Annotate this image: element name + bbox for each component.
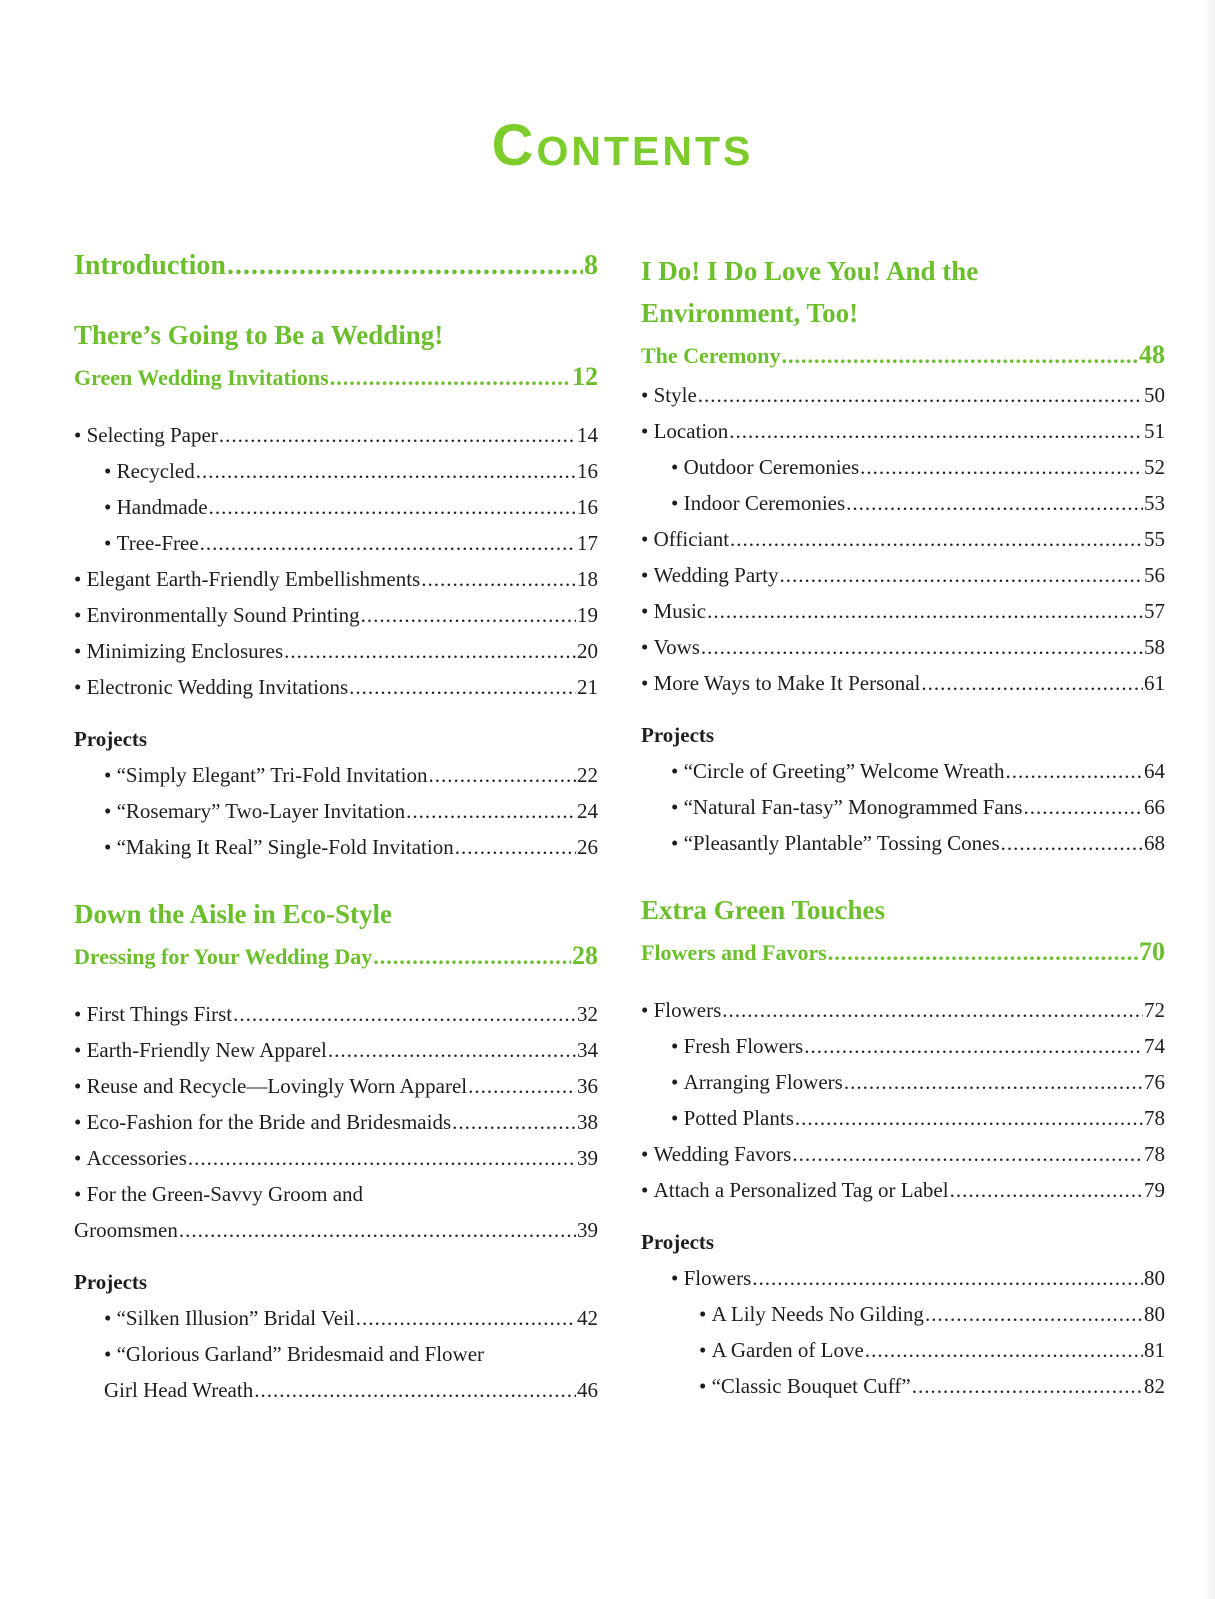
- projects-heading: Projects: [74, 727, 148, 751]
- toc-entry[interactable]: [74, 669, 598, 705]
- page-number: 39: [577, 1218, 598, 1242]
- entry-label: Groomsmen: [74, 1218, 178, 1242]
- page-number: 12: [572, 362, 598, 391]
- dot-leader: [200, 525, 576, 561]
- dot-leader: [701, 629, 1143, 665]
- page-number: 26: [577, 835, 598, 859]
- part-title: Down the Aisle in Eco-Style: [74, 899, 393, 929]
- entry-label: • Selecting Paper: [74, 417, 218, 453]
- toc-entry-introduction[interactable]: [74, 246, 598, 286]
- project-entry[interactable]: [74, 1372, 598, 1408]
- entry-label: • Potted Plants: [671, 1100, 794, 1136]
- page-number: 39: [577, 1146, 598, 1170]
- dot-leader: [429, 757, 576, 793]
- part-title-line1: I Do! I Do Love You! And the: [641, 256, 979, 286]
- toc-entry[interactable]: [641, 557, 1165, 593]
- dot-leader: [209, 489, 576, 525]
- entry-label: • Attach a Personalized Tag or Label: [641, 1172, 949, 1208]
- dot-leader: [846, 485, 1143, 521]
- page-number: 8: [584, 250, 598, 281]
- dot-leader: [729, 413, 1143, 449]
- entry-label: • First Things First: [74, 996, 232, 1032]
- dot-leader: [779, 557, 1143, 593]
- page-number: 58: [1144, 635, 1165, 659]
- entry-label: • Music: [641, 593, 706, 629]
- entry-label: • “Pleasantly Plantable” Tossing Cones: [671, 825, 1000, 861]
- entry-label: • Indoor Ceremonies: [671, 485, 845, 521]
- toc-entry[interactable]: [641, 413, 1165, 449]
- dot-leader: [421, 561, 576, 597]
- page-number: 78: [1144, 1142, 1165, 1166]
- page-number: 36: [577, 1074, 598, 1098]
- toc-entry[interactable]: [74, 597, 598, 633]
- entry-label: • “Circle of Greeting” Welcome Wreath: [671, 753, 1005, 789]
- dot-leader: [1001, 825, 1143, 861]
- dot-leader: [188, 1140, 576, 1176]
- page-number: 48: [1139, 340, 1165, 369]
- entry-label: • Earth-Friendly New Apparel: [74, 1032, 327, 1068]
- entry-label: • “Making It Real” Single-Fold Invitation: [104, 829, 454, 865]
- page-number: 42: [577, 1306, 598, 1330]
- page-number: 16: [577, 495, 598, 519]
- page-number: 28: [572, 941, 598, 970]
- entry-label: • A Garden of Love: [699, 1332, 864, 1368]
- page-number: 17: [577, 531, 598, 555]
- entry-label: • Handmade: [104, 489, 208, 525]
- entry-label: • Wedding Party: [641, 557, 778, 593]
- toc-entry[interactable]: [641, 1064, 1165, 1100]
- spacer: [641, 974, 1165, 992]
- dot-leader: [356, 1300, 576, 1336]
- toc-entry[interactable]: [74, 1032, 598, 1068]
- page-number: 64: [1144, 759, 1165, 783]
- dot-leader: [707, 593, 1143, 629]
- entry-label: • Location: [641, 413, 728, 449]
- page-number: 38: [577, 1110, 598, 1134]
- spacer: [74, 865, 598, 893]
- entry-label: • Wedding Favors: [641, 1136, 791, 1172]
- dot-leader: [455, 829, 576, 865]
- page-number: 72: [1144, 998, 1165, 1022]
- page-number: 21: [577, 675, 598, 699]
- entry-label: • Flowers: [641, 992, 721, 1028]
- toc-entry[interactable]: [641, 449, 1165, 485]
- entry-label: Dressing for Your Wedding Day: [74, 944, 373, 969]
- toc-left-column: [74, 246, 598, 1408]
- toc-entry[interactable]: [641, 485, 1165, 521]
- entry-label: • “Classic Bouquet Cuff”: [699, 1368, 911, 1404]
- entry-label: • Elegant Earth-Friendly Embellishments: [74, 561, 420, 597]
- entry-label: • Flowers: [671, 1260, 751, 1296]
- page-number: 57: [1144, 599, 1165, 623]
- part-title: Extra Green Touches: [641, 895, 886, 925]
- entry-label: • “Simply Elegant” Tri-Fold Invitation: [104, 757, 428, 793]
- entry-label: • Outdoor Ceremonies: [671, 449, 859, 485]
- entry-label: • Arranging Flowers: [671, 1064, 843, 1100]
- page-number: 76: [1144, 1070, 1165, 1094]
- spacer: [74, 978, 598, 996]
- page-number: 24: [577, 799, 598, 823]
- entry-label: • Environmentally Sound Printing: [74, 597, 360, 633]
- spacer: [641, 861, 1165, 889]
- dot-leader: [284, 633, 576, 669]
- scan-edge-shadow: [1203, 0, 1215, 1599]
- entry-label: • “Rosemary” Two-Layer Invitation: [104, 793, 405, 829]
- entry-label: • Vows: [641, 629, 700, 665]
- toc-entry[interactable]: [74, 1140, 598, 1176]
- dot-leader: [254, 1372, 576, 1408]
- dot-leader: [921, 665, 1143, 701]
- entry-label: The Ceremony: [641, 343, 781, 368]
- toc-entry[interactable]: [74, 1068, 598, 1104]
- toc-entry[interactable]: [74, 417, 598, 453]
- entry-label: • More Ways to Make It Personal: [641, 665, 920, 701]
- page-number: 16: [577, 459, 598, 483]
- dot-leader: [860, 449, 1143, 485]
- dot-leader: [730, 521, 1143, 557]
- part-title-line2: Environment, Too!: [641, 298, 859, 328]
- toc-right-column: [641, 250, 1165, 1404]
- part-title: There’s Going to Be a Wedding!: [74, 320, 444, 350]
- page-number: 18: [577, 567, 598, 591]
- entry-label: • Electronic Wedding Invitations: [74, 669, 348, 705]
- entry-label: Flowers and Favors: [641, 940, 827, 965]
- chapter-entry[interactable]: [74, 935, 598, 978]
- toc-entry[interactable]: [641, 629, 1165, 665]
- toc-entry[interactable]: [74, 453, 598, 489]
- page-number: 20: [577, 639, 598, 663]
- entry-label: • Reuse and Recycle—Lovingly Worn Apparel: [74, 1068, 467, 1104]
- entry-label: • Tree-Free: [104, 525, 199, 561]
- page-number: 51: [1144, 419, 1165, 443]
- project-entry[interactable]: [74, 829, 598, 865]
- dot-leader: [1006, 753, 1144, 789]
- projects-heading: Projects: [641, 1230, 715, 1254]
- dot-leader: [698, 377, 1143, 413]
- entry-label: • Officiant: [641, 521, 729, 557]
- toc-entry[interactable]: [74, 1104, 598, 1140]
- entry-label: • Recycled: [104, 453, 195, 489]
- page-number: 50: [1144, 383, 1165, 407]
- toc-entry[interactable]: [74, 633, 598, 669]
- page-number: 19: [577, 603, 598, 627]
- page-number: 14: [577, 423, 598, 447]
- chapter-entry[interactable]: [641, 334, 1165, 377]
- page-number: 80: [1144, 1266, 1165, 1290]
- dot-leader: [792, 1136, 1143, 1172]
- toc-entry[interactable]: [74, 996, 598, 1032]
- dot-leader: [349, 669, 576, 705]
- project-entry[interactable]: [74, 793, 598, 829]
- entry-label: Girl Head Wreath: [104, 1378, 254, 1402]
- toc-entry[interactable]: [74, 1212, 598, 1248]
- toc-entry[interactable]: [641, 992, 1165, 1028]
- page-number: 53: [1144, 491, 1165, 515]
- page-number: 34: [577, 1038, 598, 1062]
- dot-leader: [373, 936, 571, 978]
- chapter-entry[interactable]: [641, 931, 1165, 974]
- project-entry[interactable]: [641, 789, 1165, 825]
- chapter-entry[interactable]: [74, 356, 598, 399]
- toc-entry[interactable]: [641, 521, 1165, 557]
- toc-entry[interactable]: [74, 561, 598, 597]
- entry-label: • Style: [641, 377, 697, 413]
- projects-heading: Projects: [641, 723, 715, 747]
- page-number: 66: [1144, 795, 1165, 819]
- page-number: 56: [1144, 563, 1165, 587]
- page-number: 32: [577, 1002, 598, 1026]
- entry-label: Introduction: [74, 250, 226, 281]
- dot-leader: [1023, 789, 1143, 825]
- page-number: 74: [1144, 1034, 1165, 1058]
- dot-leader: [330, 357, 571, 399]
- dot-leader: [722, 992, 1143, 1028]
- entry-label: • Fresh Flowers: [671, 1028, 803, 1064]
- project-entry[interactable]: [74, 1300, 598, 1336]
- page-number: 52: [1144, 455, 1165, 479]
- toc-entry[interactable]: [74, 525, 598, 561]
- page-number: 55: [1144, 527, 1165, 551]
- page-number: 79: [1144, 1178, 1165, 1202]
- dot-leader: [844, 1064, 1143, 1100]
- dot-leader: [406, 793, 576, 829]
- dot-leader: [804, 1028, 1143, 1064]
- dot-leader: [227, 246, 583, 286]
- spacer: [74, 399, 598, 417]
- project-entry[interactable]: [641, 1368, 1165, 1404]
- dot-leader: [196, 453, 576, 489]
- entry-label: • Eco-Fashion for the Bride and Bridesmaids: [74, 1104, 451, 1140]
- page-number: 81: [1144, 1338, 1165, 1362]
- entry-label: • Minimizing Enclosures: [74, 633, 283, 669]
- toc-entry[interactable]: [641, 1100, 1165, 1136]
- dot-leader: [828, 932, 1138, 974]
- dot-leader: [925, 1296, 1143, 1332]
- project-entry[interactable]: [641, 1332, 1165, 1368]
- project-entry[interactable]: [641, 825, 1165, 861]
- page-number: 78: [1144, 1106, 1165, 1130]
- dot-leader: [361, 597, 576, 633]
- project-entry[interactable]: [641, 753, 1165, 789]
- page-title: Contents: [491, 113, 754, 178]
- toc-entry[interactable]: [74, 489, 598, 525]
- toc-entry[interactable]: [641, 665, 1165, 701]
- page-number: 70: [1139, 937, 1165, 966]
- entry-label: • A Lily Needs No Gilding: [699, 1296, 924, 1332]
- page-number: 46: [577, 1378, 598, 1402]
- toc-entry[interactable]: [641, 1028, 1165, 1064]
- toc-entry[interactable]: [641, 593, 1165, 629]
- entry-label: • “Silken Illusion” Bridal Veil: [104, 1300, 355, 1336]
- dot-leader: [468, 1068, 576, 1104]
- project-entry[interactable]: [641, 1260, 1165, 1296]
- dot-leader: [782, 335, 1138, 377]
- toc-entry[interactable]: [641, 377, 1165, 413]
- entry-label: • Accessories: [74, 1140, 187, 1176]
- projects-heading: Projects: [74, 1270, 148, 1294]
- dot-leader: [328, 1032, 576, 1068]
- dot-leader: [233, 996, 576, 1032]
- dot-leader: [179, 1212, 576, 1248]
- toc-entry[interactable]: [641, 1172, 1165, 1208]
- entry-label: • “Natural Fan-tasy” Monogrammed Fans: [671, 789, 1022, 825]
- page-number: 22: [577, 763, 598, 787]
- project-entry-wrapped-line1[interactable]: • “Glorious Garland” Bridesmaid and Flower: [74, 1336, 598, 1372]
- page-number: 68: [1144, 831, 1165, 855]
- dot-leader: [795, 1100, 1143, 1136]
- page-number: 80: [1144, 1302, 1165, 1326]
- dot-leader: [912, 1368, 1143, 1404]
- dot-leader: [752, 1260, 1143, 1296]
- dot-leader: [219, 417, 576, 453]
- dot-leader: [865, 1332, 1143, 1368]
- dot-leader: [950, 1172, 1143, 1208]
- page-number: 82: [1144, 1374, 1165, 1398]
- project-entry[interactable]: [641, 1296, 1165, 1332]
- project-entry[interactable]: [74, 757, 598, 793]
- toc-entry[interactable]: [641, 1136, 1165, 1172]
- entry-label: Green Wedding Invitations: [74, 365, 329, 390]
- toc-entry-wrapped-line1[interactable]: • For the Green-Savvy Groom and: [74, 1176, 598, 1212]
- spacer: [74, 286, 598, 314]
- dot-leader: [452, 1104, 576, 1140]
- page-number: 61: [1144, 671, 1165, 695]
